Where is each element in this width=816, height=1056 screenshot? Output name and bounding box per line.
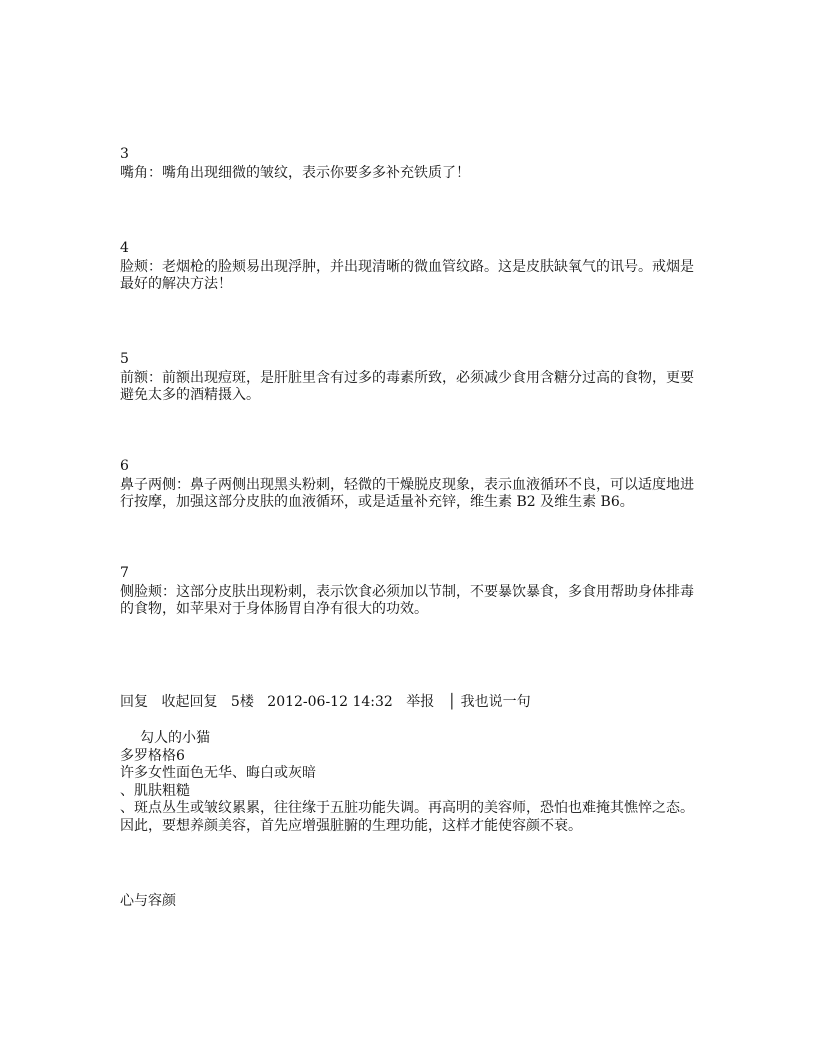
list-item-6 (120, 458, 710, 512)
post-body-line: 许多女性面色无华、晦白或灰暗 (120, 765, 316, 781)
item-text-line: 行按摩，加强这部分皮肤的血液循环，或是适量补充锌，维生素 B2 及维生素 B6。 (120, 494, 634, 510)
post-body-line: 、肌肤粗糙 (120, 782, 190, 799)
collapse-reply-link[interactable]: 收起回复 (161, 694, 218, 710)
item-text-line: 鼻子两侧：鼻子两侧出现黑头粉刺，轻微的干燥脱皮现象，表示血液循环不良，可以适度地进 (120, 476, 694, 493)
list-item-3 (120, 146, 710, 182)
post-body-line: 因此，要想养颜美容，首先应增强脏腑的生理功能，这样才能使容颜不衰。 (120, 817, 582, 834)
list-item-4 (120, 240, 710, 294)
item-text-line: 脸颊：老烟枪的脸颊易出现浮肿，并出现清晰的微血管纹路。这是皮肤缺氧气的讯号。戒烟是 (120, 258, 694, 275)
divider-bar: │ (447, 694, 457, 710)
item-text-line: 侧脸颊：这部分皮肤出现粉刺，表示饮食必须加以节制，不要暴饮暴食，多食用帮助身体排毒 (120, 583, 694, 600)
item-text-line: 前额：前额出现痘斑，是肝脏里含有过多的毒素所致，必须减少食用含糖分过高的食物，更要 (120, 369, 694, 386)
section-heading: 心与容颜 (120, 893, 176, 909)
list-item-7 (120, 565, 710, 619)
item-number: 4 (120, 240, 129, 256)
item-number: 6 (120, 458, 129, 474)
post-timestamp: 2012-06-12 14:32 (267, 694, 393, 710)
post-body-line: 、斑点丛生或皱纹累累，往往缘于五脏功能失调。再高明的美容师，恐怕也难掩其憔悴之态。 (120, 800, 694, 816)
item-number: 7 (120, 565, 129, 581)
item-text-line: 的食物，如苹果对于身体肠胃自净有很大的功效。 (120, 601, 428, 617)
username: 多罗格格6 (120, 748, 185, 764)
item-text-line: 避免太多的酒精摄入。 (120, 387, 260, 403)
item-number: 5 (120, 351, 129, 367)
floor-label: 5楼 (230, 694, 254, 710)
add-comment-link[interactable]: 我也说一句 (460, 694, 531, 710)
item-number: 3 (120, 146, 129, 162)
item-text-line: 嘴角：嘴角出现细微的皱纹，表示你要多多补充铁质了！ (120, 164, 470, 181)
post-body (120, 765, 710, 835)
list-item-5 (120, 351, 710, 405)
item-text-line: 最好的解决方法！ (120, 276, 232, 292)
report-link[interactable]: 举报 (406, 694, 435, 710)
user-badge: 勾人的小猫 (140, 730, 210, 746)
post-footer-bar (120, 694, 710, 712)
reply-link[interactable]: 回复 (120, 694, 148, 710)
